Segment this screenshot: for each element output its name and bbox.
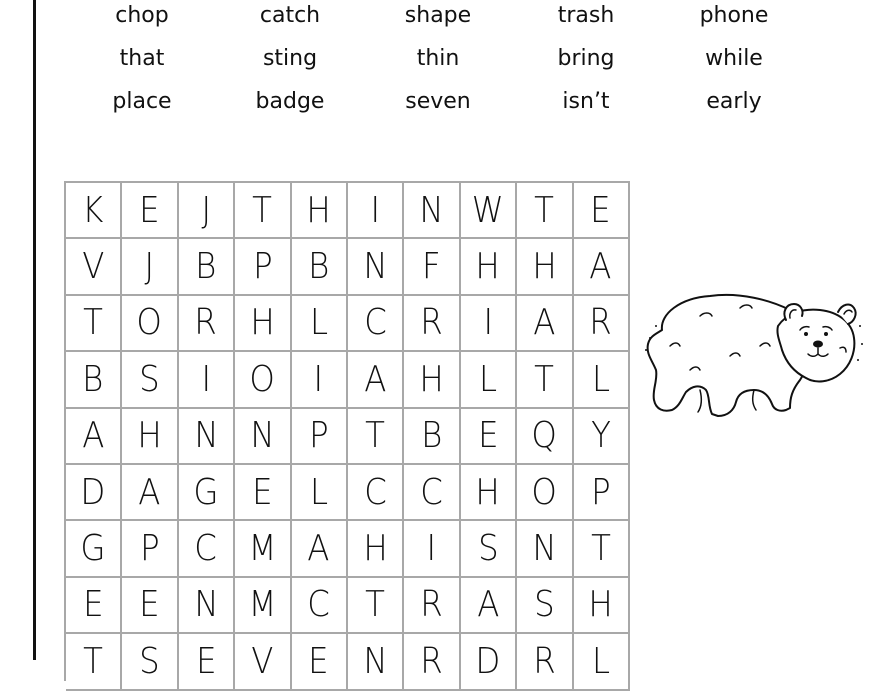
grid-letter: A	[476, 584, 500, 626]
grid-cell[interactable]	[461, 183, 517, 239]
grid-letter: O	[136, 302, 163, 344]
grid-letter: R	[533, 640, 556, 682]
grid-letter: N	[532, 528, 557, 570]
word-list-item: while	[705, 46, 763, 71]
grid-letter: S	[139, 640, 160, 682]
grid-cell[interactable]	[348, 183, 404, 239]
grid-cell[interactable]	[179, 296, 235, 352]
word-list-item: bring	[557, 46, 615, 71]
grid-cell[interactable]	[235, 521, 291, 577]
grid-letter: B	[82, 358, 104, 400]
grid-letter: I	[313, 358, 324, 400]
grid-cell[interactable]	[179, 521, 235, 577]
grid-letter: E	[139, 189, 160, 231]
grid-letter: T	[83, 640, 104, 682]
grid-cell[interactable]	[122, 296, 178, 352]
grid-cell[interactable]	[404, 578, 460, 634]
grid-letter: V	[82, 246, 105, 288]
word-list-item: seven	[405, 89, 471, 114]
word-list-item: trash	[557, 3, 615, 28]
letter-grid	[66, 183, 630, 691]
grid-letter: E	[590, 189, 611, 231]
grid-letter: A	[307, 528, 330, 570]
grid-cell[interactable]	[517, 634, 573, 690]
grid-cell[interactable]	[574, 183, 630, 239]
grid-letter: B	[195, 246, 217, 288]
word-list-item: shape	[404, 3, 472, 28]
grid-letter: R	[420, 640, 443, 682]
grid-cell[interactable]	[517, 296, 573, 352]
grid-cell[interactable]	[235, 183, 291, 239]
grid-letter: E	[477, 415, 499, 457]
grid-letter: S	[477, 528, 499, 570]
grid-letter: E	[139, 584, 160, 626]
grid-letter: T	[365, 415, 386, 457]
grid-cell[interactable]	[404, 521, 460, 577]
grid-letter: O	[249, 358, 276, 400]
grid-letter: N	[363, 246, 388, 288]
grid-cell[interactable]	[404, 465, 460, 521]
grid-cell[interactable]	[292, 465, 348, 521]
grid-letter: L	[591, 640, 610, 682]
grid-letter: B	[308, 246, 330, 288]
grid-cell[interactable]	[66, 352, 122, 408]
grid-letter: H	[475, 471, 501, 513]
grid-cell[interactable]	[122, 239, 178, 295]
grid-letter: M	[248, 528, 277, 570]
grid-cell[interactable]	[404, 239, 460, 295]
grid-cell[interactable]	[574, 296, 630, 352]
grid-cell[interactable]	[461, 239, 517, 295]
grid-letter: G	[80, 528, 106, 570]
word-list-item: sting	[262, 46, 318, 71]
grid-cell[interactable]	[461, 409, 517, 465]
word-list-item: badge	[255, 89, 325, 114]
grid-letter: I	[370, 189, 380, 231]
grid-cell[interactable]	[66, 183, 122, 239]
word-list-item: chop	[115, 3, 169, 28]
grid-cell[interactable]	[461, 578, 517, 634]
grid-cell[interactable]	[348, 634, 404, 690]
grid-cell[interactable]	[292, 239, 348, 295]
grid-cell[interactable]	[179, 578, 235, 634]
grid-cell[interactable]	[574, 465, 630, 521]
grid-cell[interactable]	[122, 578, 178, 634]
grid-letter: K	[82, 189, 104, 231]
grid-letter: H	[532, 246, 557, 288]
grid-cell[interactable]	[235, 578, 291, 634]
grid-cell[interactable]	[404, 183, 460, 239]
grid-cell[interactable]	[292, 521, 348, 577]
grid-cell[interactable]	[235, 239, 291, 295]
grid-letter: D	[80, 471, 106, 513]
grid-cell[interactable]	[517, 352, 573, 408]
grid-letter: Y	[590, 415, 611, 457]
grid-letter: R	[194, 302, 218, 344]
grid-letter: T	[534, 358, 555, 400]
grid-cell[interactable]	[348, 578, 404, 634]
grid-letter: T	[252, 189, 273, 231]
grid-letter: N	[419, 189, 444, 231]
grid-letter: L	[309, 302, 328, 344]
grid-letter: E	[195, 640, 217, 682]
grid-cell[interactable]	[574, 239, 630, 295]
grid-cell[interactable]	[404, 296, 460, 352]
grid-letter: H	[137, 415, 162, 457]
grid-cell[interactable]	[517, 465, 573, 521]
grid-cell[interactable]	[574, 578, 630, 634]
grid-cell[interactable]	[517, 239, 573, 295]
grid-cell[interactable]	[122, 352, 178, 408]
grid-letter: P	[252, 246, 273, 288]
grid-letter: J	[201, 189, 211, 231]
grid-letter: C	[420, 471, 443, 513]
grid-cell[interactable]	[179, 409, 235, 465]
grid-letter: A	[82, 415, 105, 457]
grid-cell[interactable]	[517, 183, 573, 239]
grid-letter: W	[471, 189, 504, 231]
grid-cell[interactable]	[574, 409, 630, 465]
word-list-item: isn’t	[562, 89, 610, 114]
grid-letter: D	[475, 640, 501, 682]
grid-cell[interactable]	[235, 409, 291, 465]
grid-letter: M	[248, 584, 277, 626]
grid-letter: I	[483, 302, 493, 344]
grid-letter: R	[589, 302, 612, 344]
grid-letter: L	[591, 358, 610, 400]
grid-cell[interactable]	[179, 634, 235, 690]
grid-cell[interactable]	[348, 521, 404, 577]
grid-letter: E	[308, 640, 329, 682]
grid-letter: C	[363, 471, 387, 513]
grid-letter: L	[309, 471, 328, 513]
grid-cell[interactable]	[179, 239, 235, 295]
grid-letter: A	[364, 358, 387, 400]
grid-letter: F	[422, 246, 441, 288]
grid-letter: H	[475, 246, 501, 288]
grid-cell[interactable]	[517, 578, 573, 634]
grid-cell[interactable]	[461, 521, 517, 577]
grid-letter: C	[363, 302, 387, 344]
grid-cell[interactable]	[235, 634, 291, 690]
grid-cell[interactable]	[574, 634, 630, 690]
grid-cell[interactable]	[348, 409, 404, 465]
grid-cell[interactable]	[66, 409, 122, 465]
grid-cell[interactable]	[461, 465, 517, 521]
grid-cell[interactable]	[461, 352, 517, 408]
grid-cell[interactable]	[66, 578, 122, 634]
grid-letter: L	[478, 358, 497, 400]
grid-letter: A	[589, 246, 612, 288]
grid-cell[interactable]	[292, 352, 348, 408]
word-list-item: thin	[416, 46, 460, 71]
grid-cell[interactable]	[179, 183, 235, 239]
grid-cell[interactable]	[66, 465, 122, 521]
grid-letter: O	[531, 471, 558, 513]
grid-letter: C	[194, 528, 218, 570]
grid-letter: H	[250, 302, 275, 344]
word-list-item: early	[706, 89, 762, 114]
grid-cell[interactable]	[66, 296, 122, 352]
grid-cell[interactable]	[404, 352, 460, 408]
grid-letter: T	[83, 302, 104, 344]
grid-cell[interactable]	[292, 634, 348, 690]
grid-cell[interactable]	[122, 465, 178, 521]
grid-letter: R	[420, 584, 443, 626]
grid-letter: S	[534, 584, 555, 626]
grid-letter: V	[251, 640, 274, 682]
grid-cell[interactable]	[292, 296, 348, 352]
polar-bear-illustration	[640, 286, 872, 436]
grid-letter: P	[139, 528, 160, 570]
grid-letter: H	[419, 358, 444, 400]
grid-letter: R	[420, 302, 443, 344]
grid-letter: E	[82, 584, 104, 626]
grid-cell[interactable]	[348, 352, 404, 408]
grid-cell[interactable]	[66, 239, 122, 295]
grid-letter: H	[588, 584, 613, 626]
grid-letter: I	[201, 358, 211, 400]
grid-cell[interactable]	[404, 409, 460, 465]
grid-cell[interactable]	[574, 352, 630, 408]
word-list	[68, 0, 808, 129]
grid-letter: N	[193, 415, 219, 457]
grid-letter: E	[252, 471, 273, 513]
grid-cell[interactable]	[404, 634, 460, 690]
grid-letter: P	[308, 415, 329, 457]
grid-cell[interactable]	[235, 296, 291, 352]
grid-cell[interactable]	[292, 409, 348, 465]
grid-cell[interactable]	[179, 465, 235, 521]
grid-cell[interactable]	[235, 465, 291, 521]
grid-cell[interactable]	[66, 521, 122, 577]
word-list-item: phone	[699, 3, 769, 28]
grid-letter: N	[250, 415, 275, 457]
grid-cell[interactable]	[122, 521, 178, 577]
grid-letter: H	[306, 189, 331, 231]
grid-letter: J	[144, 246, 155, 288]
grid-letter: G	[193, 471, 219, 513]
grid-cell[interactable]	[348, 239, 404, 295]
grid-cell[interactable]	[122, 634, 178, 690]
grid-letter: T	[590, 528, 611, 570]
grid-cell[interactable]	[517, 409, 573, 465]
word-search-grid	[64, 181, 630, 681]
grid-cell[interactable]	[235, 352, 291, 408]
grid-cell[interactable]	[179, 352, 235, 408]
grid-letter: B	[420, 415, 443, 457]
grid-letter: A	[138, 471, 161, 513]
grid-letter: Q	[531, 415, 558, 457]
grid-cell[interactable]	[292, 183, 348, 239]
grid-letter: N	[193, 584, 219, 626]
grid-cell[interactable]	[461, 634, 517, 690]
grid-cell[interactable]	[122, 409, 178, 465]
grid-cell[interactable]	[292, 578, 348, 634]
grid-cell[interactable]	[517, 521, 573, 577]
grid-cell[interactable]	[66, 634, 122, 690]
grid-letter: C	[307, 584, 331, 626]
grid-letter: P	[590, 471, 611, 513]
grid-cell[interactable]	[122, 183, 178, 239]
grid-cell[interactable]	[461, 296, 517, 352]
grid-letter: A	[533, 302, 556, 344]
grid-cell[interactable]	[574, 521, 630, 577]
grid-letter: I	[426, 528, 437, 570]
grid-letter: S	[139, 358, 160, 400]
grid-letter: H	[362, 528, 388, 570]
word-list-item: catch	[259, 3, 321, 28]
grid-letter: T	[534, 189, 555, 231]
page-left-border	[33, 0, 36, 660]
grid-cell[interactable]	[348, 296, 404, 352]
word-list-item: that	[119, 46, 165, 71]
grid-letter: N	[363, 640, 388, 682]
grid-letter: T	[365, 584, 386, 626]
word-list-item: place	[112, 89, 172, 114]
grid-cell[interactable]	[348, 465, 404, 521]
